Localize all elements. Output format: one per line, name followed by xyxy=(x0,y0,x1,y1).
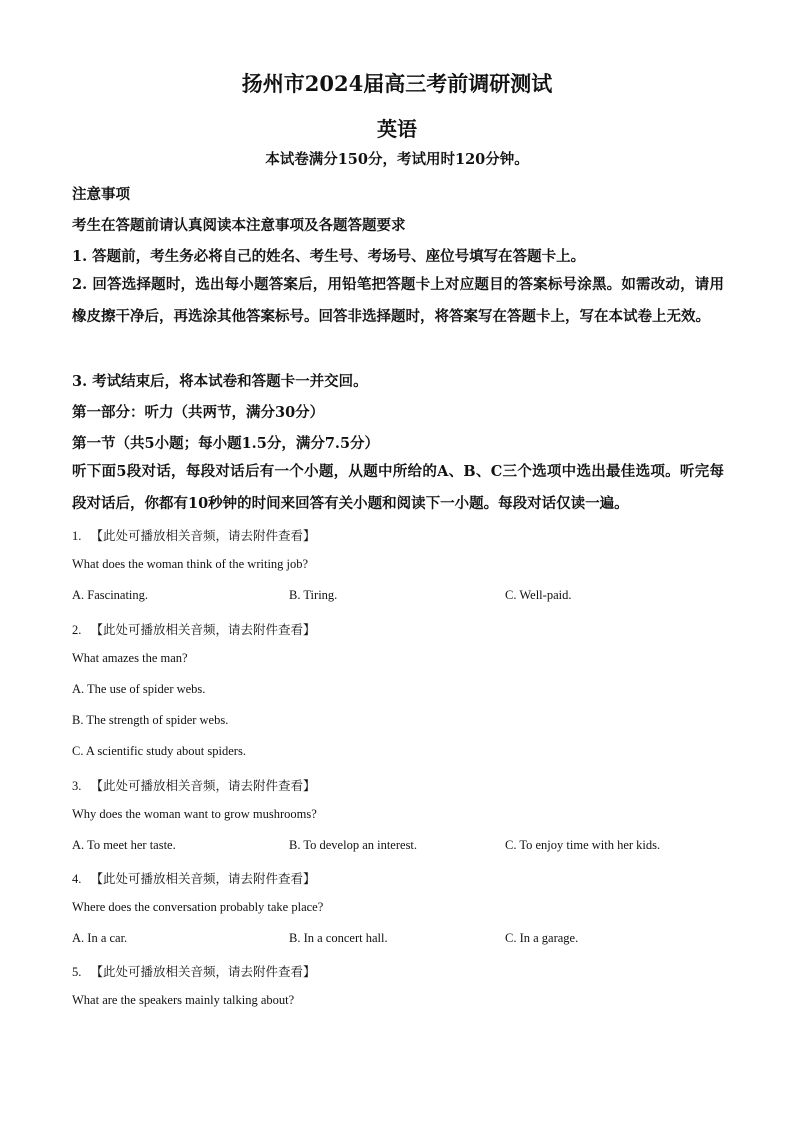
question-number: 2. xyxy=(72,623,82,637)
question-5-header xyxy=(72,962,316,980)
question-4-option-a[interactable]: A. In a car. xyxy=(72,931,128,945)
score-note: 本试卷满分150分，考试用时120分钟。 xyxy=(265,151,529,168)
audio-placeholder[interactable]: 【此处可播放相关音频，请去附件查看】 xyxy=(90,964,316,979)
question-3-option-a[interactable]: A. To meet her taste. xyxy=(72,838,176,852)
question-number: 3. xyxy=(72,779,82,793)
question-3-stem: Why does the woman want to grow mushrooms? xyxy=(72,807,317,821)
question-number: 4. xyxy=(72,872,82,886)
question-3-option-b[interactable]: B. To develop an interest. xyxy=(289,838,418,852)
question-2-header xyxy=(72,620,316,638)
question-2-option-b[interactable]: B. The strength of spider webs. xyxy=(72,713,229,727)
notice-intro: 考生在答题前请认真阅读本注意事项及各题答题要求 xyxy=(72,217,406,234)
question-1-option-c[interactable]: C. Well-paid. xyxy=(505,588,572,602)
audio-placeholder[interactable]: 【此处可播放相关音频，请去附件查看】 xyxy=(90,871,316,886)
subject-title: 英语 xyxy=(377,117,417,141)
listening-instruction: 听下面5段对话，每段对话后有一个小题，从题中所给的A、B、C三个选项中选出最佳选项。听完每段对话后，你都有10秒钟的时间来回答有关小题和阅读下一小题。每段对话仅读一遍。 xyxy=(72,463,724,512)
question-number: 1. xyxy=(72,529,82,543)
notice-item-1: 1. 答题前，考生务必将自己的姓名、考生号、考场号、座位号填写在答题卡上。 xyxy=(72,248,586,265)
question-1-header xyxy=(72,526,316,544)
part1-heading: 第一部分：听力（共两节，满分30分） xyxy=(72,404,325,421)
question-4-header xyxy=(72,869,316,887)
question-5-stem: What are the speakers mainly talking about? xyxy=(72,993,295,1007)
question-1-stem: What does the woman think of the writing job? xyxy=(72,557,309,571)
question-2-stem: What amazes the man? xyxy=(72,651,188,665)
section1-heading: 第一节（共5小题；每小题1.5分，满分7.5分） xyxy=(72,435,380,452)
exam-title: 扬州市2024届高三考前调研测试 xyxy=(241,71,553,96)
notice-item-3: 3. 考试结束后，将本试卷和答题卡一并交回。 xyxy=(72,373,368,390)
question-2-option-a[interactable]: A. The use of spider webs. xyxy=(72,682,206,696)
question-4-stem: Where does the conversation probably take place? xyxy=(72,900,324,914)
question-1-option-a[interactable]: A. Fascinating. xyxy=(72,588,149,602)
question-3-header xyxy=(72,776,316,794)
question-2-option-c[interactable]: C. A scientific study about spiders. xyxy=(72,744,246,758)
question-4-option-c[interactable]: C. In a garage. xyxy=(505,931,579,945)
question-4-option-b[interactable]: B. In a concert hall. xyxy=(289,931,388,945)
notice-heading: 注意事项 xyxy=(72,186,130,203)
notice-item-2: 2. 回答选择题时，选出每小题答案后，用铅笔把答题卡上对应题目的答案标号涂黑。如需改动，请用橡皮擦干净后，再选涂其他答案标号。回答非选择题时，将答案写在答题卡上，写在本试卷上无效。 xyxy=(72,276,724,325)
audio-placeholder[interactable]: 【此处可播放相关音频，请去附件查看】 xyxy=(90,528,316,543)
question-1-option-b[interactable]: B. Tiring. xyxy=(289,588,338,602)
question-number: 5. xyxy=(72,965,82,979)
audio-placeholder[interactable]: 【此处可播放相关音频，请去附件查看】 xyxy=(90,622,316,637)
question-3-option-c[interactable]: C. To enjoy time with her kids. xyxy=(505,838,661,852)
audio-placeholder[interactable]: 【此处可播放相关音频，请去附件查看】 xyxy=(90,778,316,793)
